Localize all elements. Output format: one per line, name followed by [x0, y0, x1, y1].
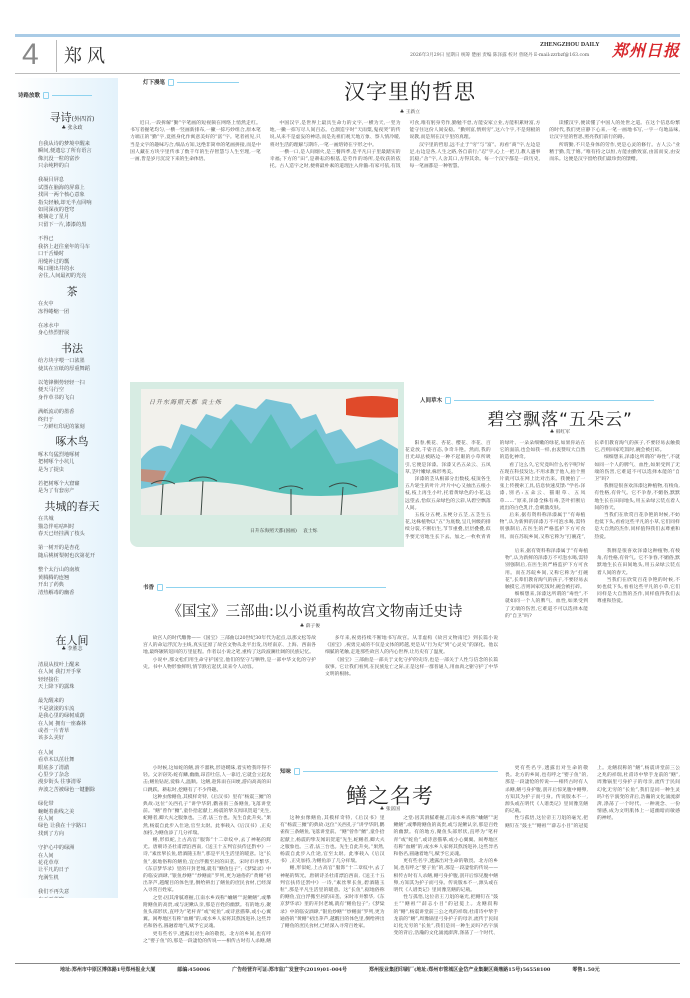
poem-title-text: 啄木鸟 [55, 435, 89, 449]
article-paragraph: 这种虫像鳝鱼,其模样奇特,《后汉书》里有“杨震三鳣”的典故:这位“关西孔子”讲学华阴,鹳雀衔三条鳝鱼,飞落讲堂前。“鳝”曾作“鳣”,童仆拾起献上,杨震的挚友闻讯贺道“先生,蛇鳝者,卿大夫之服象也。三者,法三台也。先生自此升矣。”果然,杨震自此步入仕途,官至太尉。此事载入《后汉书》,正史加持,为鳝鱼添了几分祥瑞。 [143, 794, 271, 836]
poem-line: 开出了药典 [38, 582, 64, 589]
article4-author: ♣ 张富国 [379, 807, 401, 812]
poem-line: 只余纯粹的白 [38, 163, 70, 170]
footer-printer: 郑州报业集团印刷厂(地址:郑州市管城区金岱产业集聚区商鼎路15号)56558100 [369, 967, 551, 973]
label-text: 人间草木 [420, 398, 443, 404]
article4-label [280, 767, 498, 775]
article2-title: 碧空飘落“五朵云” [487, 410, 633, 430]
poem-stanza [38, 545, 118, 560]
poem-list [15, 78, 118, 898]
caption-painter: 袁士烁 [303, 529, 318, 534]
poem-line: 像沉没一粒的富沙 [38, 155, 80, 162]
article4-body-middle [280, 815, 498, 943]
article-paragraph: 故宫人的时代雕像——《国宝》三部曲以20世纪30年代为起点,以那文松等故宫人的命运浮沉为主线,真实还原了故宫文物从北平出发,历经南京、上海、西南各地,最终辗转返回的万里征程。作者以小说之笔,重构了这段波澜壮阔的民族记忆。 [143, 636, 316, 656]
article-paragraph: 性与孤悟,这位帝王刀俎的毫光,把鳝钉在“鼓主”“鳝祖”“薛志小目”的冠冕上。龙鳝叔称的“鳝”,杨震讲堂前三公之兆的祥瑞,杜甫诗中挚手龙前的“鳝”,周豫锅里弓身护子的母亲,流传于民间幻化无穷的“长鱼”,我们是同一种生灵吗?名字演变的背后,浩瀚的文化涌流澎湃,涤荡了一个时代、 [393, 895, 498, 937]
poem-title-text: 在人间 [55, 633, 89, 647]
poem-line: 若把树啄个大窟窿 [38, 481, 80, 488]
poem-stanza [38, 301, 118, 316]
footer-license: 广告经营许可证:郑市监广发登字(2019)01-004号 [232, 967, 348, 973]
poem-line: 使其在宣纸的厚重舞蹈 [38, 365, 90, 372]
article-paragraph: 后来,据有资料称泽漆属于“有毒植物”,认为新鲜的泽漆万不可泡水喝,需特别强制后,在医生的严格监护下方可食用。而在苏皖乡间,又称它称为“打碗花”,长辈们教育淘气的孩子,不要轻易去触摸它,否则回家吃饭时,碗会被打碎。 [499, 441, 680, 540]
label-line [52, 95, 92, 96]
poem-line: 奔波之苦被绿色一键删除 [38, 786, 96, 793]
poem-line: 轻轻接住 [38, 676, 59, 683]
article1-title: 汉字里的哲思 [344, 80, 476, 104]
poem-line: 喝口刚出井的水 [38, 265, 75, 272]
label-line [454, 400, 654, 401]
poem-title [26, 499, 118, 513]
poem-stanza [38, 889, 118, 898]
poem-line: 以笔锋侧势轻轻一扫 [38, 379, 85, 386]
poem-title-text: 寻诗 [49, 111, 72, 124]
article-paragraph: 所谓勤,不只是身体的劳作,更是心灵的修行。古人云:“业精于勤,荒于嬉。”唯有持之以恒,方能由勤致富,由富而安,由安而乐。这便是汉字留给我们最珍贵的馈赠。 [549, 142, 680, 163]
poem-title-text: 茶 [66, 284, 78, 298]
article-paragraph: 鳝,形似蛇,上古高官“服饰”十二章纹中,去了神秘的辉光。唐朝诗圣杜甫漂泊西南,《送王十五判官扶侍还黔中》一诗,“素丝挈长鱼,碧酒随玉粒”,那是平凡生活里的暖意。这“长鱼”,据地俗称的鳝鱼,宜白浮搬至居的田垄。宋时市井繁华,《东京梦华录》里的开封老城,就有“鳝鱼包子”;《梦粱录》中的临安酒肆,“银鱼炒鳝”“炒鳝面”罗列,更为通俗的“黄鳝”初出茅芦,越醒目的体色里,倒给辨出了鳝鱼的庶民食材,已经深入寻常百姓家。 [143, 838, 271, 894]
poem-title [26, 284, 118, 298]
article3-title: 《国宝》三部曲:以小说重构故宫文物南迁史诗 [167, 604, 463, 620]
article4-title: 鳝之名考 [346, 784, 434, 808]
poem-line: 我们不再失意 [38, 889, 70, 896]
article-paragraph: 一横一口,是人间烟火,是三餐四季,是平凡日子里最踏实的幸福;下方的“田”,是耕耘的根基,是劳作的场所,是收获的依托。古人造字之时,便将最朴素的道理注入骨髓:有家可依,有饭可食,唯有躬身劳作,勤勉不怠,方能安家立业,方能积累财富,方能守住这份人间安稳。“勤则富,惰则穷”,这六个字,不是刻板的说教,而是刻在汉字里的真理。 [269, 121, 541, 170]
article3-body [143, 635, 498, 737]
poem-line: 清晨从枝叶上醒来 [38, 661, 80, 668]
poem-line: 最先醒来的 [38, 698, 64, 705]
poem-stanza [38, 750, 118, 794]
poem-stanza [38, 801, 118, 838]
poem-line: 只留下一片,漆漆的黑 [38, 221, 87, 228]
poem-title-text: 共城的春天 [44, 499, 100, 513]
poem-line: 花花草草 [38, 860, 59, 867]
poem-author: ♣ 张永政 [61, 125, 83, 132]
poem-line: 终归于 [38, 416, 54, 423]
poem-stanza [38, 452, 118, 474]
poem-stanza [38, 177, 118, 229]
article-paragraph: 汉字里的哲思,远不止于“穷”与“富”。再看“商”字,左边是足,右边是各,人生之路,各自前行;“忍”字,心上一把刀,教人遇事沉稳;“舍”字,人舍其口,方得其余。每一个汉字都是一段历史,每一笔画都是一种智慧。 [409, 142, 541, 170]
article-paragraph: 看了这么久,它究竟叫什么名字呢?好在现在科技发达,不用求教于他人,拍个照片就可以在网上比对出来。我便拍了一张上传搜索工具,信息快速反馈:“学名:泽漆,别名:五朵云、猫眼草、五凤草……”原来,泽漆全株有毒,茎叶折断后流出的白色乳汁,会刺激皮肤。 [499, 462, 586, 511]
article-paragraph: 细细想来,泽漆这所谓的“毒性”,不就如同一个人的脾气、血性,如果受到了无端的伤害,它难道不可以选择本能的“自卫”吗? [594, 455, 680, 483]
poem-line: 在人间 [38, 749, 54, 756]
header-rule [15, 73, 680, 74]
poem-stanza [38, 358, 118, 373]
poem-line: 是为了有套房产 [38, 488, 75, 495]
poem-line [38, 897, 118, 898]
label-mark-icon [294, 768, 300, 775]
footer-postcode: 邮编:450006 [177, 967, 211, 973]
poem-line: 瞬间,便遗忘了所有语言 [38, 148, 92, 155]
article-paragraph: 阳春,桃花、杏花、樱花、李花、百花竞放,千姿百态,争奇斗艳。然而,我的目光却总被路边一种不起眼的小草所吸引,它便是泽漆。泽漆又名五朵云、五凤草,茎叶嫩绿,株形秀美。 [405, 441, 491, 475]
poem-line: 整个太行山的南坡 [38, 567, 80, 574]
poem-line: 试图在脑海的屏幕上 [38, 184, 85, 191]
poem-line: 在人间 [38, 816, 54, 823]
poem-line: 是我心里的绿树成荫 [38, 713, 85, 720]
article-paragraph: 泽漆的茎从根部分出数枝,枝顶各生五片轮生的叶片,叶片中心又抽出五根小枝,枝上再生小叶,托着黄绿色的小花,远远望去,恰似五朵绿色的云彩,从碧空飘落人间。 [405, 477, 491, 511]
poem-stanza [38, 662, 118, 692]
newspaper-logo: 郑州日报 [612, 41, 681, 60]
article-paragraph: 小时候,这如蛇的鳝,滑不溜秋,形迹暧昧,着实给我吓得不轻。父亲窃笑:蛇有鳞,幽幽,昂首吐信,人一靠近,它就会立起攻击;鳝鱼钻泥,爱躲人,温顺。这鳝,趁阵雨在田埂,游向高高的田口跳跃。耕耘时,挖鳝有了不少得趣。 [143, 766, 271, 793]
label-line [166, 587, 386, 588]
poem-line: 不得已 [38, 236, 54, 243]
poem-line: 天上降下的露珠 [38, 683, 75, 690]
poem-title [26, 435, 118, 449]
poem-line: 在冰水中 [38, 322, 59, 329]
article-paragraph: 性与孤悟,这位帝王刀俎的毫光,把鳝钉在“鼓主”“鳝祖”“薛志小目”的冠冕上。龙鳝叔称的“鳝”,杨震讲堂前三公之兆的祥瑞,杜甫诗中挚手龙前的“鳝”,周豫锅里弓身护子的母亲,流传于民间幻化无穷的“长鱼”,我们是同一种生灵吗?名字演变的背后,浩瀚的文化涌流澎湃,涤荡了一个时代、一种观念、一份情感,成为文明肌体上一道幽暗而敏感的神经。 [505, 766, 680, 829]
label-mark-icon [43, 92, 49, 99]
poem-line: 漫步街头 往事清零 [38, 779, 82, 786]
poem-line: 充满生机 [38, 874, 59, 881]
article1-author: ♣ 王新立 [399, 110, 421, 115]
poem-line: 一方鲜红印泥的篆刻 [38, 424, 85, 430]
poem-line: 啄木鸟猛烈地啄树 [38, 451, 80, 458]
label-line [177, 82, 239, 83]
poem-line: 找回一两个核心意象 [38, 192, 85, 199]
poem-line: 该多么美好 [38, 735, 64, 742]
poem-line: 猫急伴咕咕叫时 [38, 523, 75, 530]
poem-line: 我凝目屏息 [38, 177, 64, 184]
label-text: 书香 [143, 585, 155, 591]
poem-line: 被摘走了星月 [38, 214, 70, 221]
poem-line: 把树啄个小坑儿 [38, 459, 75, 466]
poem-line: 清热解毒的幽香 [38, 589, 75, 596]
article-paragraph: 中国汉字,是世界上最具生命力的文字,一横为天,一竖为地,一撇一捺写尽人间百态。仓颉造字时“天雨粟,鬼夜哭”的传说,从来不是虚妄的神话,而是先祖们观天地万象、察人情冷暖,将对生活的理解与期许,一笔一画熔铸在字形之中。 [269, 121, 401, 148]
article-paragraph: 更有些名字,透露出对生命的敬畏。北方的乡间,也有呼之“婴子鱼”的,那是一段凄怆的传说——相传古时有人杀鳝,鳝弓身护腹,剖开后惊见腹中鳝卵,方知其为护子而弓身。传说版本不一,源头或在明代《人谱类记》里同豫烹鳝的记载。 [505, 766, 588, 815]
page-number: 4 [22, 38, 39, 71]
poem-line: 给方块字喂一口浓墨 [38, 358, 85, 365]
poem-line: 在人间 我打开手掌 [38, 669, 82, 676]
poem-stanza [38, 323, 118, 338]
poem-line: 蜿蜒着曲线之美 [38, 808, 75, 815]
article-paragraph: 当我们在欣赏百花争艳的时候,不妨也低下头,看看这些平凡的小草,它们同样是大自然的杰作,同样值得我们去尊重和热爱。 [597, 577, 680, 605]
poem-line: 自我从诗的梦境中醒来 [38, 140, 90, 147]
landscape-painting [141, 389, 398, 515]
poem-title [26, 341, 118, 355]
painting-caption [250, 527, 317, 534]
poem-line: 是为了捉虫 [38, 466, 64, 473]
poem-line: 在共城 [38, 516, 54, 523]
poem-line: 春天已经挂满了枝头 [38, 531, 85, 538]
label-mark-icon [168, 79, 174, 86]
article-paragraph: 之堂:因其滑腻难握,江南水乡戏称“蛐鳝”“泥鳅鳝”,或攀附鳝鱼的高贵,或与泥鳅认亲,那是百姓的幽默。有的地方,聚鱼头部形状,直呼为“笔杆青”或“蛇鱼”,或诗意描摹,或小心翼翼。闽粤地区有称“血鳝”的,或水乡人家将其熬汤进补,这些异名和俗名,圆融着地气,赋予它灵魂。 [143, 895, 271, 930]
poem-line: 找到了方向 [38, 830, 64, 837]
article-paragraph: 更有些名字,透露出对生命的敬畏。北方的乡间,也有呼之“婴子鱼”的,那是一段凄怆的传说——相传古时有人杀鳝,鳝 [143, 931, 271, 943]
poem-line: 心里少了杂念 [38, 772, 70, 778]
article3-label [143, 583, 386, 591]
poem-line: 在火中 [38, 301, 54, 308]
poem-line: 随后桃树梨树也次第花开 [38, 552, 96, 559]
article2-body-bottom [505, 548, 680, 738]
article-paragraph: 当我们在欣赏百花争艳的时候,不妨也低下头,看看这些平凡的小草,它们同样是大自然的杰作,同样值得我们去尊重和热爱。 [594, 513, 680, 540]
article-paragraph: 多年来,祝勇持续不断地书写故宫。从非虚构《故宫文物南迁》到长篇小说《国宝》,祝勇完成的不仅是文体的跨越,更是从“行为史”到“心灵史”的深化。他以细腻的笔触,走进那些故宫人的内心世界,让历史有了温度。 [325, 636, 498, 656]
poem-line: 口干舌燥时 [38, 251, 64, 258]
poem-line: 冻得蜷缩一团 [38, 308, 70, 315]
poem-stanza [38, 409, 118, 431]
poetry-sidebar [15, 78, 118, 898]
article-paragraph: 鳝,形似蛇,上古高官“服饰”十二章纹中,去了神秘的辉光。唐朝诗圣杜甫漂泊西南,《送王十五判官扶侍还黔中》一诗,“素丝挈长鱼,碧酒随玉粒”,那是平凡生活里的暖意。这“长鱼”,据地俗称的鳝鱼,宜白浮搬至居的田垄。宋时市井繁华,《东京梦华录》里的开封老城,就有“鳝鱼包子”;《梦粱录》中的临安酒肆,“银鱼炒鳝”“炒鳝面”罗列,更为通俗的“黄鳝”初出茅芦,越醒目的体色里,倒给辨出了鳝鱼的庶民食材,已经深入寻常百姓家。 [280, 866, 385, 930]
article-paragraph: 细细想来,泽漆这所谓的“毒性”,不就如同一个人的脾气、血性,如果受到了无端的伤害,它难道不可以选择本能的“自卫”吗? [505, 592, 588, 619]
article-paragraph: 五枝分五梗,五梗分五茎,五茎生五花,这株植物以“五”为底数,呈几何级的排续分裂,不断衍生,节节重叠,层层叠叠,似乎要无穷地生长下去。加之,一枚枚青青的绿叶、一朵朵细嫩的绿花,如果你站在它的面前,也会如我一样,由衷赞叹大自然的造化神奇。 [405, 441, 586, 540]
article-paragraph: 近日,一段拆解“勤”字笔画的短视频在网络上悄然走红。书写者握笔均匀,一横一竖画新排布,一撇一捺巧妙组合,原本笔力端正的“勤”字,竟摇身化作寓意美好的“富”字。笔者初见,只当是文字的趣味巧合,细品方知,这绝非简单的笔画拼接,而是中国人藏在方块字里传承了数千年的生存智慧与人生至理,一笔一画,皆是岁月沉淀下来的生命体悟。 [130, 121, 261, 163]
article2-body-top [405, 440, 680, 543]
article3-author: ♣ 薛子俊 [299, 624, 321, 629]
poem-line: 身作草书的飞白 [38, 394, 75, 401]
sidebar-label [18, 91, 92, 99]
poem-line: 我挤上赶往童年的马车 [38, 243, 90, 250]
article-paragraph: 小说中,那文松们用生命守护国宝,他们的坚守与牺牲,是一部中华文化的守护史。书中人物形象鲜明,情节跌宕起伏,读来令人动容。 [143, 657, 316, 670]
article1-label [143, 78, 239, 86]
poem-line: 黄腾腾的连翘 [38, 574, 70, 581]
poem-title-text: 书法 [61, 341, 83, 355]
newspaper-english-name: ZHENGZHOU DAILY [540, 42, 600, 48]
article-paragraph: 更有些名字,透露出对生命的敬畏。北方的乡间,也有呼之“婴子鱼”的,那是一段凄怆的传说——相传古时有人杀鳝,鳝弓身护腹,剖开后惊见腹中鳝卵,方知其为护子而弓身。传说版本不一,源头或在明代《人谱类记》里同豫烹鳝的记载。 [393, 859, 498, 894]
poem-title-suffix: (外四首) [71, 116, 95, 123]
article1-body [130, 120, 680, 375]
poem-line: 便天马行空 [38, 387, 64, 394]
top-rule [15, 34, 680, 37]
caption-title: 日升东海照天都(国画) [250, 529, 297, 534]
label-line [303, 771, 498, 772]
poem-line: 眼底多了清澈 [38, 764, 70, 771]
poem-stanza [38, 845, 118, 882]
label-text: 知味 [280, 769, 292, 775]
divider [56, 40, 57, 72]
article2-label [420, 396, 654, 404]
footer-price: 零售1.50元 [572, 967, 600, 973]
article-paragraph: 之堂:因其滑腻难握,江南水乡戏称“蛐鳝”“泥鳅鳝”,或攀附鳝鱼的高贵,或与泥鳅认亲,那是百姓的幽默。有的地方,聚鱼头部形状,直呼为“笔杆青”或“蛇鱼”,或诗意描摹,或小心翼翼。闽粤地区有称“血鳝”的,或水乡人家将其熬汤进补,这些异名和俗名,圆融着地气,赋予它灵魂。 [393, 816, 498, 858]
article2-author: ♣ 韩红军 [549, 430, 571, 435]
label-text: 灯下漫笔 [143, 80, 166, 86]
article-paragraph: 后来,据有资料称泽漆属于“有毒植物”,认为新鲜的泽漆万不可泡水喝,需特别强制后,在医生的严格监护下方可食用。而在苏皖乡间,又称它称为“打碗花”,长辈们教育淘气的孩子,不要轻易去触摸它,否则回家吃饭时,碗会被打碎。 [505, 549, 588, 591]
article4-body-left [143, 765, 271, 943]
article-paragraph: 这种虫像鳝鱼,其模样奇特,《后汉书》里有“杨震三鳣”的典故:这位“关西孔子”讲学华阴,鹳雀衔三条鳝鱼,飞落讲堂前。“鳝”曾作“鳣”,童仆拾起献上,杨震的挚友闻讯贺道“先生,蛇鳝者,卿大夫之服象也。三者,法三台也。先生自此升矣。”果然,杨震自此步入仕途,官至太尉。此事载入《后汉书》,正史加持,为鳝鱼添了几分祥瑞。 [280, 816, 385, 865]
footer [60, 966, 600, 973]
label-mark-icon [445, 397, 451, 404]
section-name: 郑风 [64, 46, 110, 67]
issue-meta: 2026年3月29日 星期日 统筹 楚丽 责编 陈泽露 校对 曾晓丹 E-mail:zzrbzf@163.com [410, 53, 590, 58]
poem-stanza [38, 380, 118, 402]
painting-image [141, 389, 398, 515]
article-paragraph: 《国宝》三部曲是一部关于文化守护的史诗,也是一部关于人性与信念的长篇叙事。它让我们看到,在民族危亡之际,正是这样一群普通人,用血肉之躯守护了中华文明的根脉。 [325, 657, 498, 678]
footer-address: 地址:郑州市中原区博体路1号郑州报业大厦 [60, 967, 156, 973]
poem-line: 绿化带 [38, 801, 54, 808]
poem-stanza [38, 698, 118, 742]
poem-line: 用缝补过的瓢 [38, 258, 70, 265]
poem-stanza [38, 141, 118, 171]
poem-line: 守护心中的绿洲 [38, 845, 75, 852]
poem-line: 如同深夜的苍穹 [38, 207, 75, 214]
poem-stanza [38, 481, 118, 496]
article-paragraph: 我倒是很喜欢泽漆这种植物,有棱角,有性格,有骨气。它不争春,不媚俗,默默地生长在田间地头,用五朵绿云装点着人间的春天。 [597, 549, 680, 576]
poem-line: 舍住,人间最初的光亮 [38, 273, 87, 280]
poem-stanza [38, 236, 118, 280]
article4-body-right [505, 765, 680, 943]
poem-line: 满纸流动的墨香 [38, 409, 75, 416]
poem-line: 让平凡的日子 [38, 867, 70, 874]
footer-rule [15, 963, 680, 964]
poem-line: 看草木以茁壮舞 [38, 757, 75, 764]
poem-line: 在人间 [38, 852, 54, 859]
painting-inscription: 日升东海照天都 袁士烁 [149, 399, 222, 406]
poem-line: 第一树开的是杏花 [38, 545, 80, 552]
poem-line: 绿色 让我在十字路口 [38, 823, 87, 830]
poem-author: ♣ 李胜志 [61, 646, 83, 653]
article-paragraph: 我倒是很喜欢泽漆这种植物,有棱角,有性格,有骨气。它不争春,不媚俗,默默地生长在田间地头,用五朵绿云装点着人间的春天。 [594, 484, 680, 511]
poem-stanza [38, 567, 118, 597]
label-mark-icon [157, 584, 163, 591]
poem-line: 不是滚滚的车流 [38, 705, 75, 712]
poem-line: 或者一片青草 [38, 727, 70, 734]
article-paragraph: 读懂汉字,便读懂了中国人的处世之道。在这个信息纷繁的时代,我们更应静下心来,一笔一画地书写,一字一句地品味,让汉字里的哲思,照亮我们前行的路。 [549, 121, 680, 141]
poem-line: 身心热烈舒展 [38, 330, 70, 337]
poem-line: 在人间 拥有一座森林 [38, 720, 87, 727]
label-text: 诗路放歌 [18, 93, 41, 99]
poem-title [26, 633, 118, 647]
poem-stanza [38, 516, 118, 538]
poem-title [26, 111, 118, 124]
poem-line: 指尖轻触,却无半点回响 [38, 199, 92, 206]
